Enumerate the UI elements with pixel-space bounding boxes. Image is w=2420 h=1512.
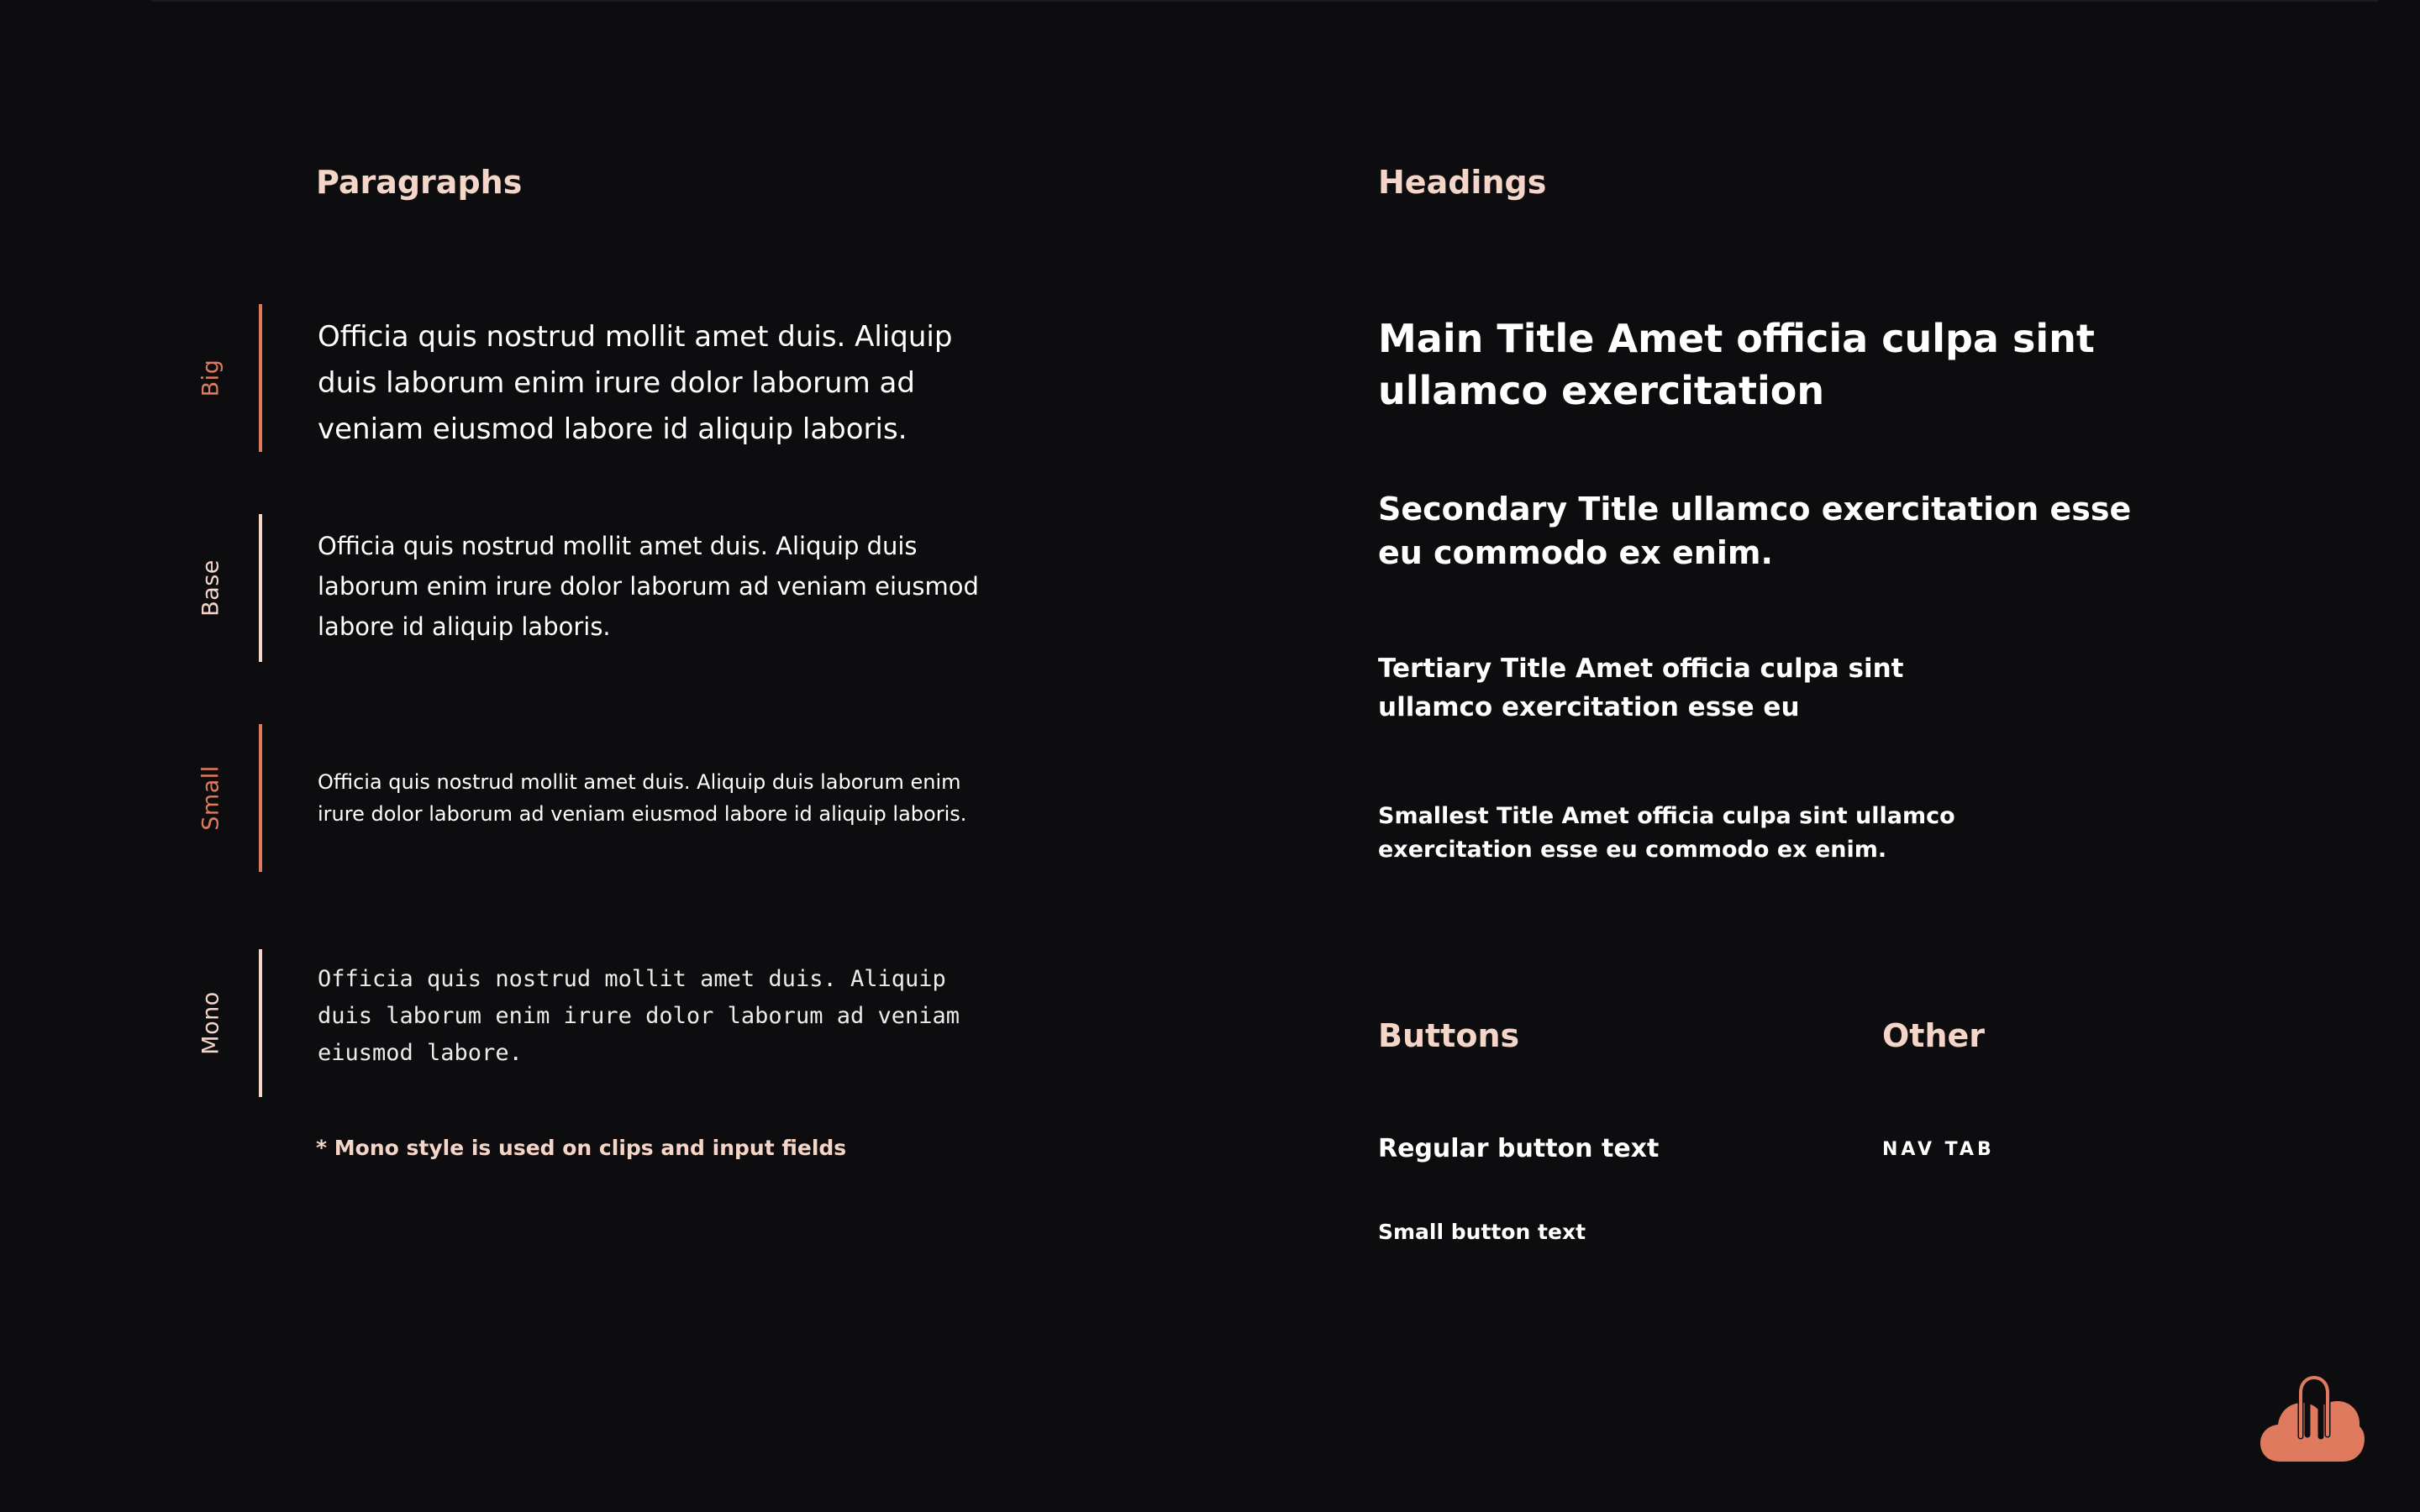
main-title-sample: Main Title Amet officia culpa sint ullamco exercitation	[1378, 316, 2095, 413]
paragraph-row-big	[198, 304, 1039, 452]
paragraph-small-sample: Officia quis nostrud mollit amet duis. Aliquip duis laborum enim irure dolor laborum ad veniam eiusmod labore id aliquip laboris.	[318, 770, 967, 826]
paragraph-big-sample: Officia quis nostrud mollit amet duis. Aliquip duis laborum enim irure dolor laborum ad veniam eiusmod labore id aliquip laboris.	[318, 320, 953, 446]
paragraphs-title: Paragraphs	[316, 164, 523, 201]
mono-usage-note: * Mono style is used on clips and input fields	[316, 1136, 847, 1160]
paragraph-label	[198, 304, 224, 452]
paragraph-row-mono	[198, 949, 1039, 1097]
top-divider	[151, 0, 2378, 2]
smallest-title-sample: Smallest Title Amet officia culpa sint ullamco exercitation esse eu commodo ex enim.	[1378, 803, 1955, 863]
other-title: Other	[1882, 1017, 1986, 1054]
paragraph-mono-sample: Officia quis nostrud mollit amet duis. Aliquip duis laborum enim irure dolor laborum ad veniam eiusmod labore.	[318, 966, 960, 1066]
paragraph-accent-bar	[259, 949, 262, 1097]
buttons-title: Buttons	[1378, 1017, 1520, 1054]
secondary-title-sample: Secondary Title ullamco exercitation esse eu commodo ex enim.	[1378, 491, 2132, 571]
paragraph-accent-bar	[259, 514, 262, 662]
paragraph-label	[198, 724, 224, 872]
paragraph-accent-bar	[259, 304, 262, 452]
paragraph-label	[198, 949, 224, 1097]
paragraph-label-text: Base	[197, 559, 224, 617]
paragraph-base-sample: Officia quis nostrud mollit amet duis. Aliquip duis laborum enim irure dolor laborum ad veniam eiusmod labore id aliquip laboris.	[318, 532, 979, 641]
tertiary-title-sample: Tertiary Title Amet officia culpa sint ullamco exercitation esse eu	[1378, 654, 1904, 722]
small-button-text-sample: Small button text	[1378, 1220, 1586, 1244]
paragraph-row-small	[198, 724, 1039, 872]
paragraph-accent-bar	[259, 724, 262, 872]
paragraph-label-text: Big	[197, 359, 224, 397]
paragraph-row-base	[198, 514, 1039, 662]
headings-title: Headings	[1378, 164, 1547, 201]
nav-tab-sample: NAV TAB	[1882, 1139, 1995, 1160]
regular-button-text-sample: Regular button text	[1378, 1134, 1660, 1163]
paragraph-label-text: Small	[197, 765, 224, 831]
paragraph-label-text: Mono	[197, 991, 224, 1055]
cloud-shape	[2260, 1401, 2365, 1462]
cloud-clip-icon	[2260, 1374, 2365, 1462]
paragraph-label	[198, 514, 224, 662]
